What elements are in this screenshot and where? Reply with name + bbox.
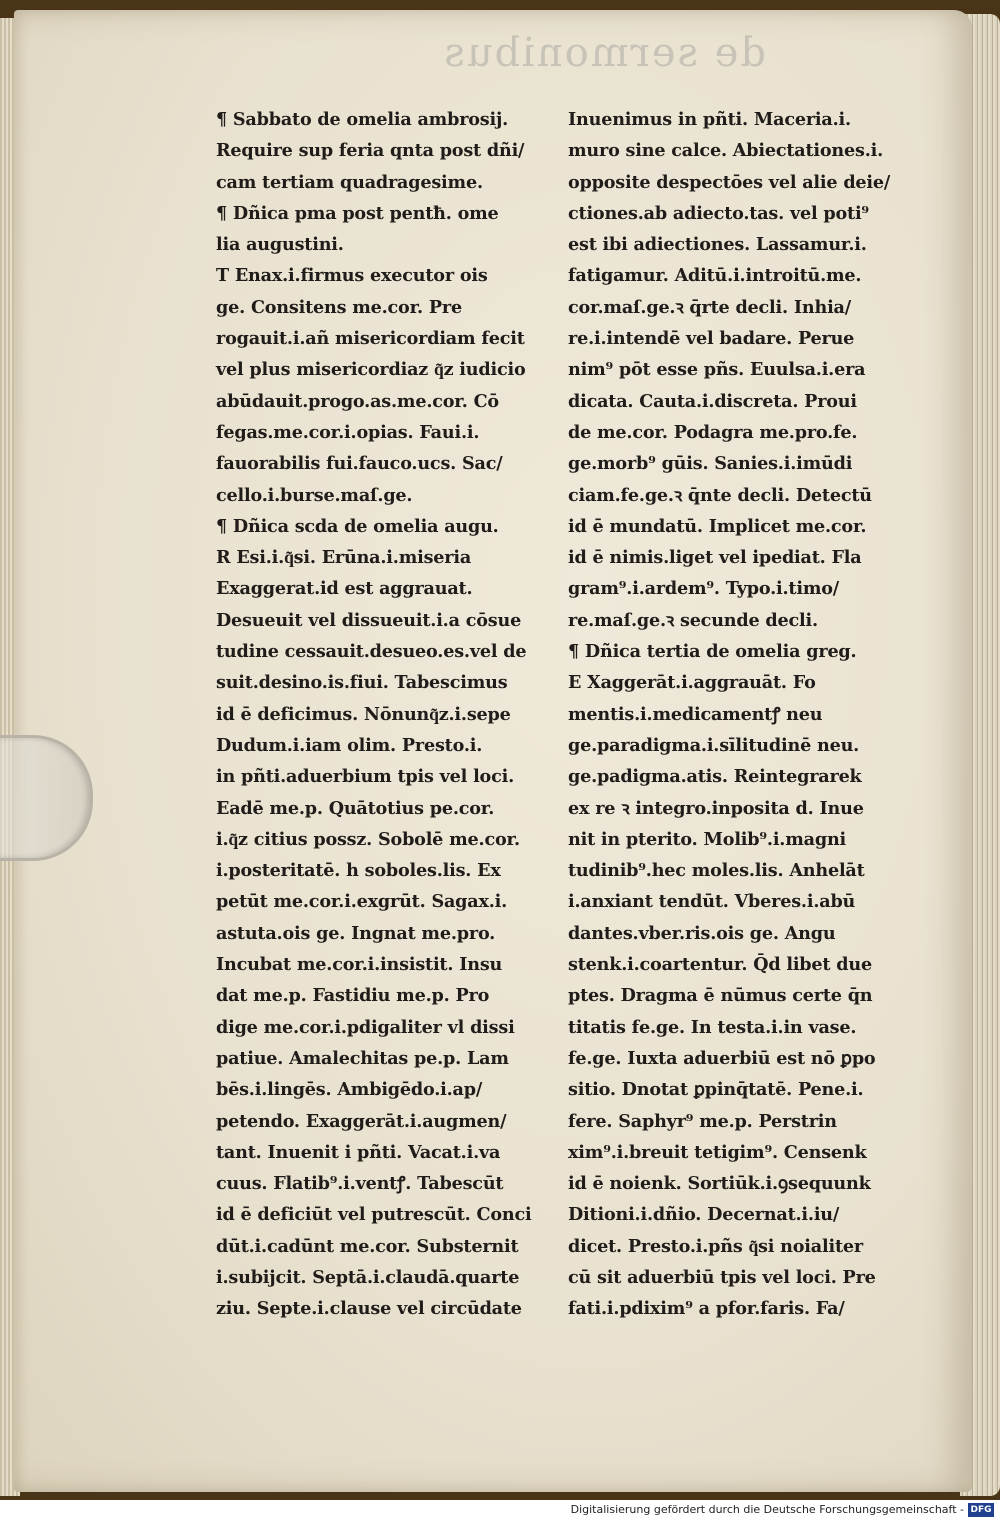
text-line: re.maſ.ge.ꝛ secunde decli. xyxy=(568,609,818,631)
text-line: gram⁹.i.ardem⁹. Typo.i.timo/ xyxy=(568,578,839,600)
text-line: tudine cessauit.desueo.es.vel de xyxy=(216,641,527,663)
footer-bar xyxy=(0,1500,1000,1521)
text-line: dicet. Presto.i.pñs q͂si noialiter xyxy=(568,1235,863,1257)
right-text-column xyxy=(568,104,913,1325)
text-line: abūdauit.progo.as.me.cor. Cō xyxy=(216,390,499,412)
text-line: dat me.p. Fastidiu me.p. Pro xyxy=(216,985,490,1007)
text-line: stenk.i.coartentur. Q̄d libet due xyxy=(568,954,872,976)
text-line: re.i.intendē vel badare. Perue xyxy=(568,328,855,350)
text-line: cello.i.burse.maſ.ge. xyxy=(216,484,413,506)
text-line: Desueuit vel dissueuit.i.a cōsue xyxy=(216,609,522,631)
text-line: titatis fe.ge. In testa.i.in vase. xyxy=(568,1016,857,1038)
text-line: fegas.me.cor.i.opias. Faui.i. xyxy=(216,421,480,443)
text-line: nit in pterito. Molib⁹.i.magni xyxy=(568,828,847,850)
text-line: Eadē me.p. Quātotius pe.cor. xyxy=(216,797,495,819)
text-line: sitio. Dnotat ꝑpinq̄tatē. Pene.i. xyxy=(568,1079,864,1101)
text-line: ge.morb⁹ gūis. Sanies.i.imūdi xyxy=(568,453,853,475)
text-line: Incubat me.cor.i.insistit. Insu xyxy=(216,954,503,976)
text-line: bēs.i.lingēs. Ambigēdo.i.ap/ xyxy=(216,1079,483,1101)
text-line: suit.desino.is.fiui. Tabescimus xyxy=(216,672,508,694)
text-line: E Xaggerāt.i.aggrauāt. Fo xyxy=(568,672,816,694)
text-line: muro sine calce. Abiectationes.i. xyxy=(568,140,884,162)
text-line: cuus. Flatib⁹.i.ventꝭ. Tabescūt xyxy=(216,1173,504,1195)
text-line: Exaggerat.id est aggrauat. xyxy=(216,578,473,600)
text-line: ¶ Dñica tertia de omelia greg. xyxy=(568,641,857,663)
text-line: cor.maſ.ge.ꝛ q̄rte decli. Inhia/ xyxy=(568,296,851,318)
text-line: Inuenimus in pñti. Maceria.i. xyxy=(568,109,851,130)
text-line: i.anxiant tendūt. Vberes.i.abū xyxy=(568,891,856,913)
text-line: ge. Consitens me.cor. Pre xyxy=(216,296,462,318)
text-line: cam tertiam quadragesime. xyxy=(216,171,483,193)
text-line: Dudum.i.iam olim. Presto.i. xyxy=(216,734,483,756)
text-line: fere. Saphyr⁹ me.p. Perstrin xyxy=(568,1110,837,1132)
text-line: R Esi.i.q͂si. Erūna.i.miseria xyxy=(216,547,472,569)
text-line: i.subijcit. Septā.i.claudā.quarte xyxy=(216,1266,520,1288)
text-line: ge.paradigma.i.sīlitudinē neu. xyxy=(568,734,860,756)
text-line: lia augustini. xyxy=(216,234,344,256)
text-line: fatigamur. Aditū.i.introitū.me. xyxy=(568,265,862,287)
text-line: xim⁹.i.breuit tetigim⁹. Censenk xyxy=(568,1141,867,1163)
text-line: i.posteritatē. h soboles.lis. Ex xyxy=(216,860,501,882)
text-line: id ē nimis.liget vel ipediat. Fla xyxy=(568,547,862,569)
text-line: dicata. Cauta.i.discreta. Proui xyxy=(568,390,857,412)
text-line: astuta.ois ge. Ingnat me.pro. xyxy=(216,922,496,944)
text-line: id ē noienk. Sortiūk.i.ꝯsequunk xyxy=(568,1173,871,1195)
text-line: fe.ge. Iuxta aduerbiū est nō ꝑpo xyxy=(568,1047,876,1069)
text-line: ziu. Septe.i.clause vel circūdate xyxy=(216,1298,522,1320)
text-line: tant. Inuenit i pñti. Vacat.i.va xyxy=(216,1141,501,1163)
text-line: fauorabilis fui.fauco.ucs. Sac/ xyxy=(216,453,503,475)
text-line: petendo. Exaggerāt.i.augmen/ xyxy=(216,1110,507,1132)
text-line: id ē deficimus. Nōnunq͂z.i.sepe xyxy=(216,703,511,725)
text-line: patiue. Amalechitas pe.p. Lam xyxy=(216,1047,509,1069)
text-line: vel plus misericordiaz q͂z iudicio xyxy=(216,359,526,381)
text-line: est ibi adiectiones. Lassamur.i. xyxy=(568,234,867,256)
text-line: i.q͂z citius possz. Sobolē me.cor. xyxy=(216,828,520,850)
text-line: ge.padigma.atis. Reintegrarek xyxy=(568,766,862,788)
text-line: ex re ꝛ integro.inposita d. Inue xyxy=(568,797,864,819)
text-line: ¶ Dñica pma post pentħ. ome xyxy=(216,202,499,224)
text-line: ptes. Dragma ē nūmus certe q̄n xyxy=(568,985,873,1007)
text-line: mentis.i.medicamentꝭ neu xyxy=(568,703,823,725)
text-line: ctiones.ab adiecto.tas. vel poti⁹ xyxy=(568,202,869,224)
text-line: T Enax.i.firmus executor ois xyxy=(216,265,488,287)
text-line: opposite despectōes vel alie deie/ xyxy=(568,171,891,193)
text-line: dige me.cor.i.pdigaliter vl dissi xyxy=(216,1016,515,1038)
text-line: ciam.fe.ge.ꝛ q̄nte decli. Detectū xyxy=(568,484,872,506)
text-line: id ē deficiūt vel putrescūt. Conci xyxy=(216,1204,532,1226)
text-line: id ē mundatū. Implicet me.cor. xyxy=(568,515,867,537)
text-line: de me.cor. Podagra me.pro.fe. xyxy=(568,421,858,443)
text-line: dantes.vber.ris.ois ge. Angu xyxy=(568,922,836,944)
text-line: fati.i.pdixim⁹ a pfor.faris. Fa/ xyxy=(568,1298,845,1320)
text-line: ¶ Dñica scda de omelia augu. xyxy=(216,515,499,537)
text-line: petūt me.cor.i.exgrūt. Sagax.i. xyxy=(216,891,508,913)
text-line: tudinib⁹.hec moles.lis. Anhelāt xyxy=(568,860,865,882)
text-line: cū sit aduerbiū tpis vel loci. Pre xyxy=(568,1266,876,1288)
running-head-showthrough: de sermonibus xyxy=(442,30,766,76)
text-line: Ditioni.i.dñio. Decernat.i.iu/ xyxy=(568,1204,840,1226)
text-line: rogauit.i.añ misericordiam fecit xyxy=(216,328,525,350)
left-text-column xyxy=(216,104,561,1325)
text-line: dūt.i.cadūnt me.cor. Substernit xyxy=(216,1235,519,1257)
text-line: ¶ Sabbato de omelia ambrosij. xyxy=(216,109,509,130)
text-line: Require sup feria qnta post dñi/ xyxy=(216,140,525,162)
text-line: nim⁹ pōt esse pñs. Euulsa.i.era xyxy=(568,359,866,381)
dfg-credit-text: Digitalisierung gefördert durch die Deutsche Forschungsgemeinschaft - xyxy=(570,1503,964,1516)
dfg-logo: DFG xyxy=(968,1503,994,1517)
text-line: in pñti.aduerbium tpis vel loci. xyxy=(216,766,515,788)
